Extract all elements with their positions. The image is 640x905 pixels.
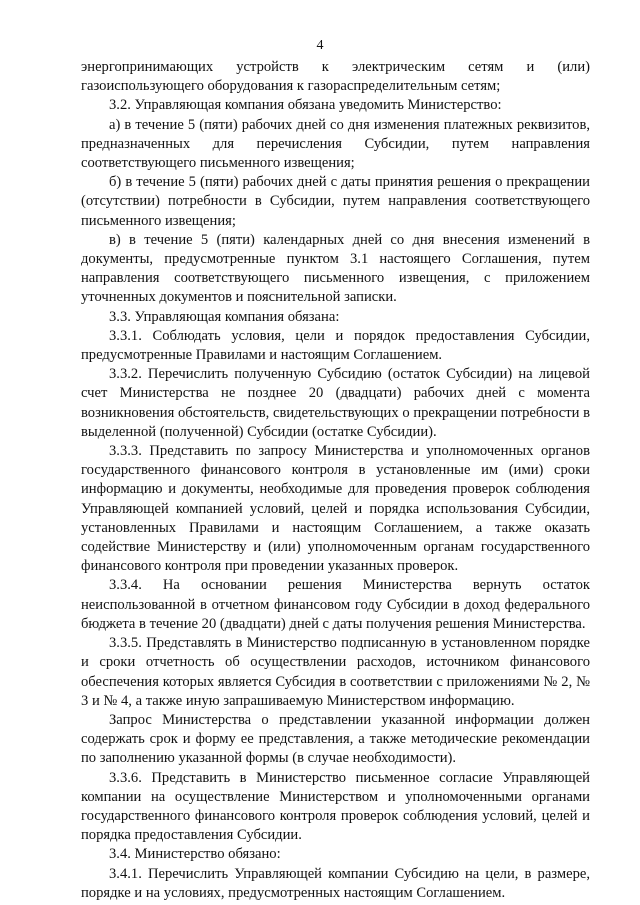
paragraph-p6: 3.3.1. Соблюдать условия, цели и порядок предоставления Субсидии, предусмотренные Правилами и настоящим Соглашением. <box>81 327 590 364</box>
paragraph-p7: 3.3.2. Перечислить полученную Субсидию (остаток Субсидии) на лицевой счет Министерства не позднее 20 (двадцати) рабочих дней с момента возникновения обстоятельств, свидетельствующих о прекращении потребности в выделенной (полученной) Субсидии (остатке Субсидии). <box>81 366 590 440</box>
paragraph-p9: 3.3.4. На основании решения Министерства вернуть остаток неиспользованной в отчетном финансовом году Субсидии в доход федерального бюджета в течение 20 (двадцати) дней с даты получения решения Министерства. <box>81 577 590 632</box>
paragraph-p13: 3.4. Министерство обязано: <box>109 846 281 863</box>
paragraph-p1: 3.2. Управляющая компания обязана уведомить Министерство: <box>109 97 502 114</box>
paragraph-p8: 3.3.3. Представить по запросу Министерства и уполномоченных органов государственного финансового контроля в установленные им (ими) сроки информацию и документы, необходимые для проведения проверок соблюдения Управляющей компанией условий, целей и порядка использования Субсидии, установленных Правилами и настоящим Соглашением, а также оказать содействие Министерству и (или) уполномоченным органам государственного финансового контроля при проведении указанных проверок. <box>81 443 590 575</box>
paragraph-p14: 3.4.1. Перечислить Управляющей компании Субсидию на цели, в размере, порядке и на условиях, предусмотренных настоящим Соглашением. <box>81 865 590 901</box>
paragraph-p10: 3.3.5. Представлять в Министерство подписанную в установленном порядке и сроки отчетность об осуществлении расходов, источником финансового обеспечения которых является Субсидия в соответствии с приложениями № 2, № 3 и № 4, а также иную запрашиваемую Министерством информацию. <box>81 635 590 709</box>
paragraph-p3: б) в течение 5 (пяти) рабочих дней с даты принятия решения о прекращении (отсутствии) потребности в Субсидии, путем направления соответствующего письменного извещения; <box>81 174 590 229</box>
paragraph-p4: в) в течение 5 (пяти) календарных дней со дня внесения изменений в документы, предусмотренные пунктом 3.1 настоящего Соглашения, путем направления соответствующего письменного извещения, с приложением уточненных документов и пояснительной записки. <box>81 231 590 306</box>
document-body <box>81 58 590 903</box>
paragraph-p2: а) в течение 5 (пяти) рабочих дней со дня изменения платежных реквизитов, предназначенных для перечисления Субсидии, путем направления соответствующего письменного извещения; <box>81 116 590 172</box>
paragraph-p12: 3.3.6. Представить в Министерство письменное согласие Управляющей компании на осуществление Министерством и уполномоченными органами государственного финансового контроля проверок соблюдения условий, целей и порядка предоставления Субсидии. <box>81 769 590 844</box>
paragraph-p5: 3.3. Управляющая компания обязана: <box>109 308 340 325</box>
paragraph-p0: энергопринимающих устройств к электрическим сетям и (или) газоиспользующего оборудования к газораспределительным сетям; <box>81 59 590 95</box>
page-number: 4 <box>316 38 324 53</box>
paragraph-p11: Запрос Министерства о представлении указанной информации должен содержать срок и форму ее представления, а также методические рекомендации по заполнению указанной формы (в случае необходимости). <box>81 711 590 767</box>
